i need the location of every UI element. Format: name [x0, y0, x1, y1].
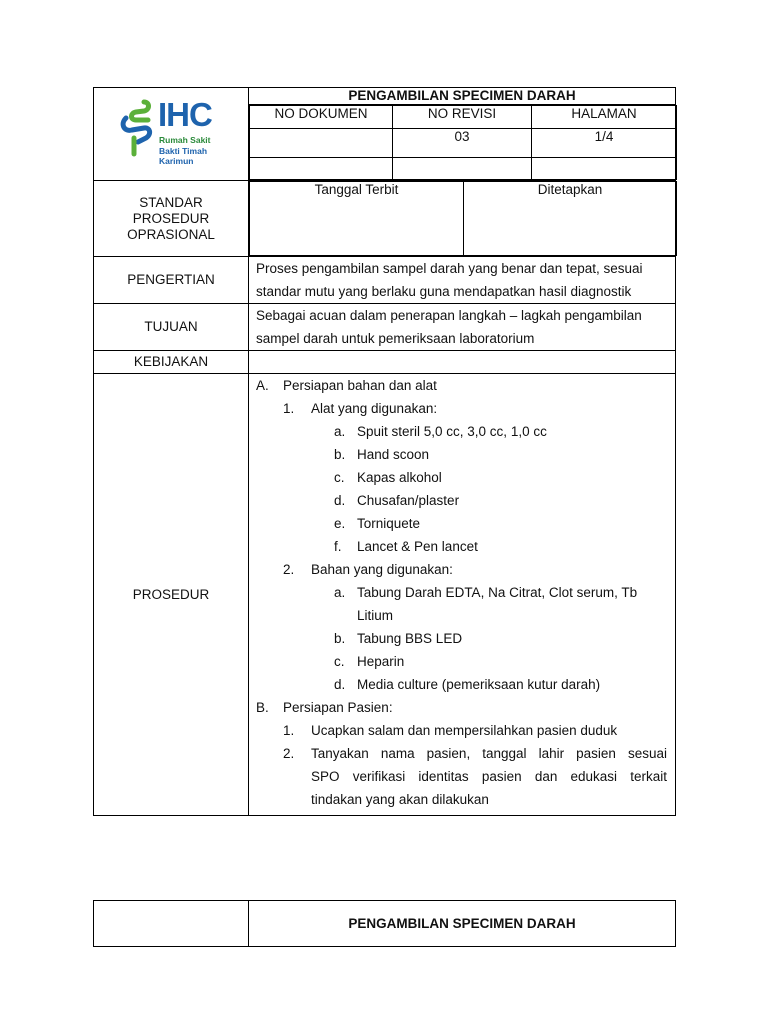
prosedur-label: PROSEDUR: [94, 374, 249, 816]
subitem-text: Spuit steril 5,0 cc, 3,0 cc, 1,0 cc: [357, 424, 547, 439]
no-dokumen-label: NO DOKUMEN: [250, 106, 393, 129]
next-page-title: PENGAMBILAN SPECIMEN DARAH: [249, 901, 676, 947]
list-item: [256, 535, 667, 558]
subitem-marker: c.: [334, 654, 345, 669]
tanggal-terbit: Tanggal Terbit: [250, 182, 464, 256]
subitem-text: Kapas alkohol: [357, 470, 442, 485]
subitem-text: Litium: [357, 608, 394, 623]
list-item: [256, 443, 667, 466]
pengertian-line: standar mutu yang berlaku guna mendapatkan hasil diagnostik: [256, 284, 632, 299]
logo-text: IHC: [158, 96, 212, 133]
subitem-marker: e.: [334, 516, 346, 531]
section-marker: B.: [256, 700, 269, 715]
item-marker: 1.: [283, 723, 295, 738]
subitem-text: Torniquete: [357, 516, 421, 531]
logo-cell: [94, 88, 249, 181]
item-marker: 2.: [283, 562, 295, 577]
subitem-marker: f.: [334, 539, 342, 554]
spo-meta-cell: [249, 181, 676, 257]
prosedur-content: [249, 374, 676, 816]
subitem-text: Media culture (pemeriksaan kutur darah): [357, 677, 601, 692]
document-title: PENGAMBILAN SPECIMEN DARAH: [249, 88, 676, 105]
section-title: Persiapan Pasien:: [283, 700, 393, 715]
spo-label-line1: STANDAR: [139, 194, 203, 210]
spo-label-line2: PROSEDUR: [132, 210, 210, 226]
next-page-logo-cell: [94, 901, 249, 947]
item-text: SPO verifikasi identitas pasien dan edukasi terkait: [311, 769, 667, 784]
subitem-marker: b.: [334, 447, 346, 462]
pengertian-label: PENGERTIAN: [94, 257, 249, 304]
tujuan-line: Sebagai acuan dalam penerapan langkah – lagkah pengambilan: [256, 308, 642, 323]
halaman-value: 1/4: [532, 129, 677, 158]
halaman-label: HALAMAN: [532, 106, 677, 129]
item-title: Bahan yang digunakan:: [311, 562, 453, 577]
list-item: [256, 650, 667, 673]
section-b: [256, 696, 667, 719]
item-marker: 1.: [283, 401, 295, 416]
subitem-marker: c.: [334, 470, 345, 485]
subitem-text: Chusafan/plaster: [357, 493, 460, 508]
spo-table: [93, 87, 676, 816]
section-marker: A.: [256, 378, 269, 393]
logo-line1: Rumah Sakit: [159, 135, 211, 145]
section-a: [256, 374, 667, 397]
subitem-text: Tabung BBS LED: [357, 631, 463, 646]
list-item: [256, 673, 667, 696]
list-item-continuation: [256, 604, 667, 627]
list-item: [256, 397, 667, 420]
item-text: Tanyakan nama pasien, tanggal lahir pasien sesuai: [311, 746, 667, 761]
pengertian-line: Proses pengambilan sampel darah yang benar dan tepat, sesuai: [256, 261, 643, 276]
subitem-marker: a.: [334, 585, 346, 600]
logo-line2: Bakti Timah Karimun: [159, 146, 208, 166]
subitem-text: Hand scoon: [357, 447, 430, 462]
section-title: Persiapan bahan dan alat: [283, 378, 437, 393]
subitem-marker: b.: [334, 631, 346, 646]
kebijakan-label: KEBIJAKAN: [94, 351, 249, 374]
list-item: [256, 489, 667, 512]
list-item: [256, 627, 667, 650]
spo-label: [94, 181, 249, 257]
list-item: [256, 466, 667, 489]
subitem-text: Lancet & Pen lancet: [357, 539, 478, 554]
item-marker: 2.: [283, 746, 295, 761]
subitem-marker: d.: [334, 677, 346, 692]
next-page-header: [93, 900, 676, 947]
item-title: Alat yang digunakan:: [311, 401, 438, 416]
hospital-logo: [120, 96, 240, 166]
list-item: [256, 420, 667, 443]
tujuan-text: [249, 304, 676, 351]
subitem-text: Tabung Darah EDTA, Na Citrat, Clot serum, Tb: [357, 585, 638, 600]
no-revisi-label: NO REVISI: [393, 106, 532, 129]
pengertian-text: [249, 257, 676, 304]
item-text: tindakan yang akan dilakukan: [311, 792, 489, 807]
kebijakan-text: [249, 351, 676, 374]
list-item: [256, 558, 667, 581]
subitem-marker: d.: [334, 493, 346, 508]
list-item: [256, 581, 667, 604]
spo-label-line3: OPRASIONAL: [127, 226, 215, 242]
subitem-marker: a.: [334, 424, 346, 439]
no-dokumen-value: [250, 129, 393, 158]
tujuan-line: sampel darah untuk pemeriksaan laboratorium: [256, 331, 535, 346]
list-item: [256, 512, 667, 535]
list-item: [256, 742, 667, 811]
item-text: Ucapkan salam dan mempersilahkan pasien duduk: [311, 723, 618, 738]
ihc-emblem-icon: [120, 98, 160, 158]
list-item: [256, 719, 667, 742]
ditetapkan: Ditetapkan: [464, 182, 677, 256]
no-revisi-value: 03: [393, 129, 532, 158]
subitem-text: Heparin: [357, 654, 405, 669]
tujuan-label: TUJUAN: [94, 304, 249, 351]
document-meta-cell: [249, 105, 676, 181]
